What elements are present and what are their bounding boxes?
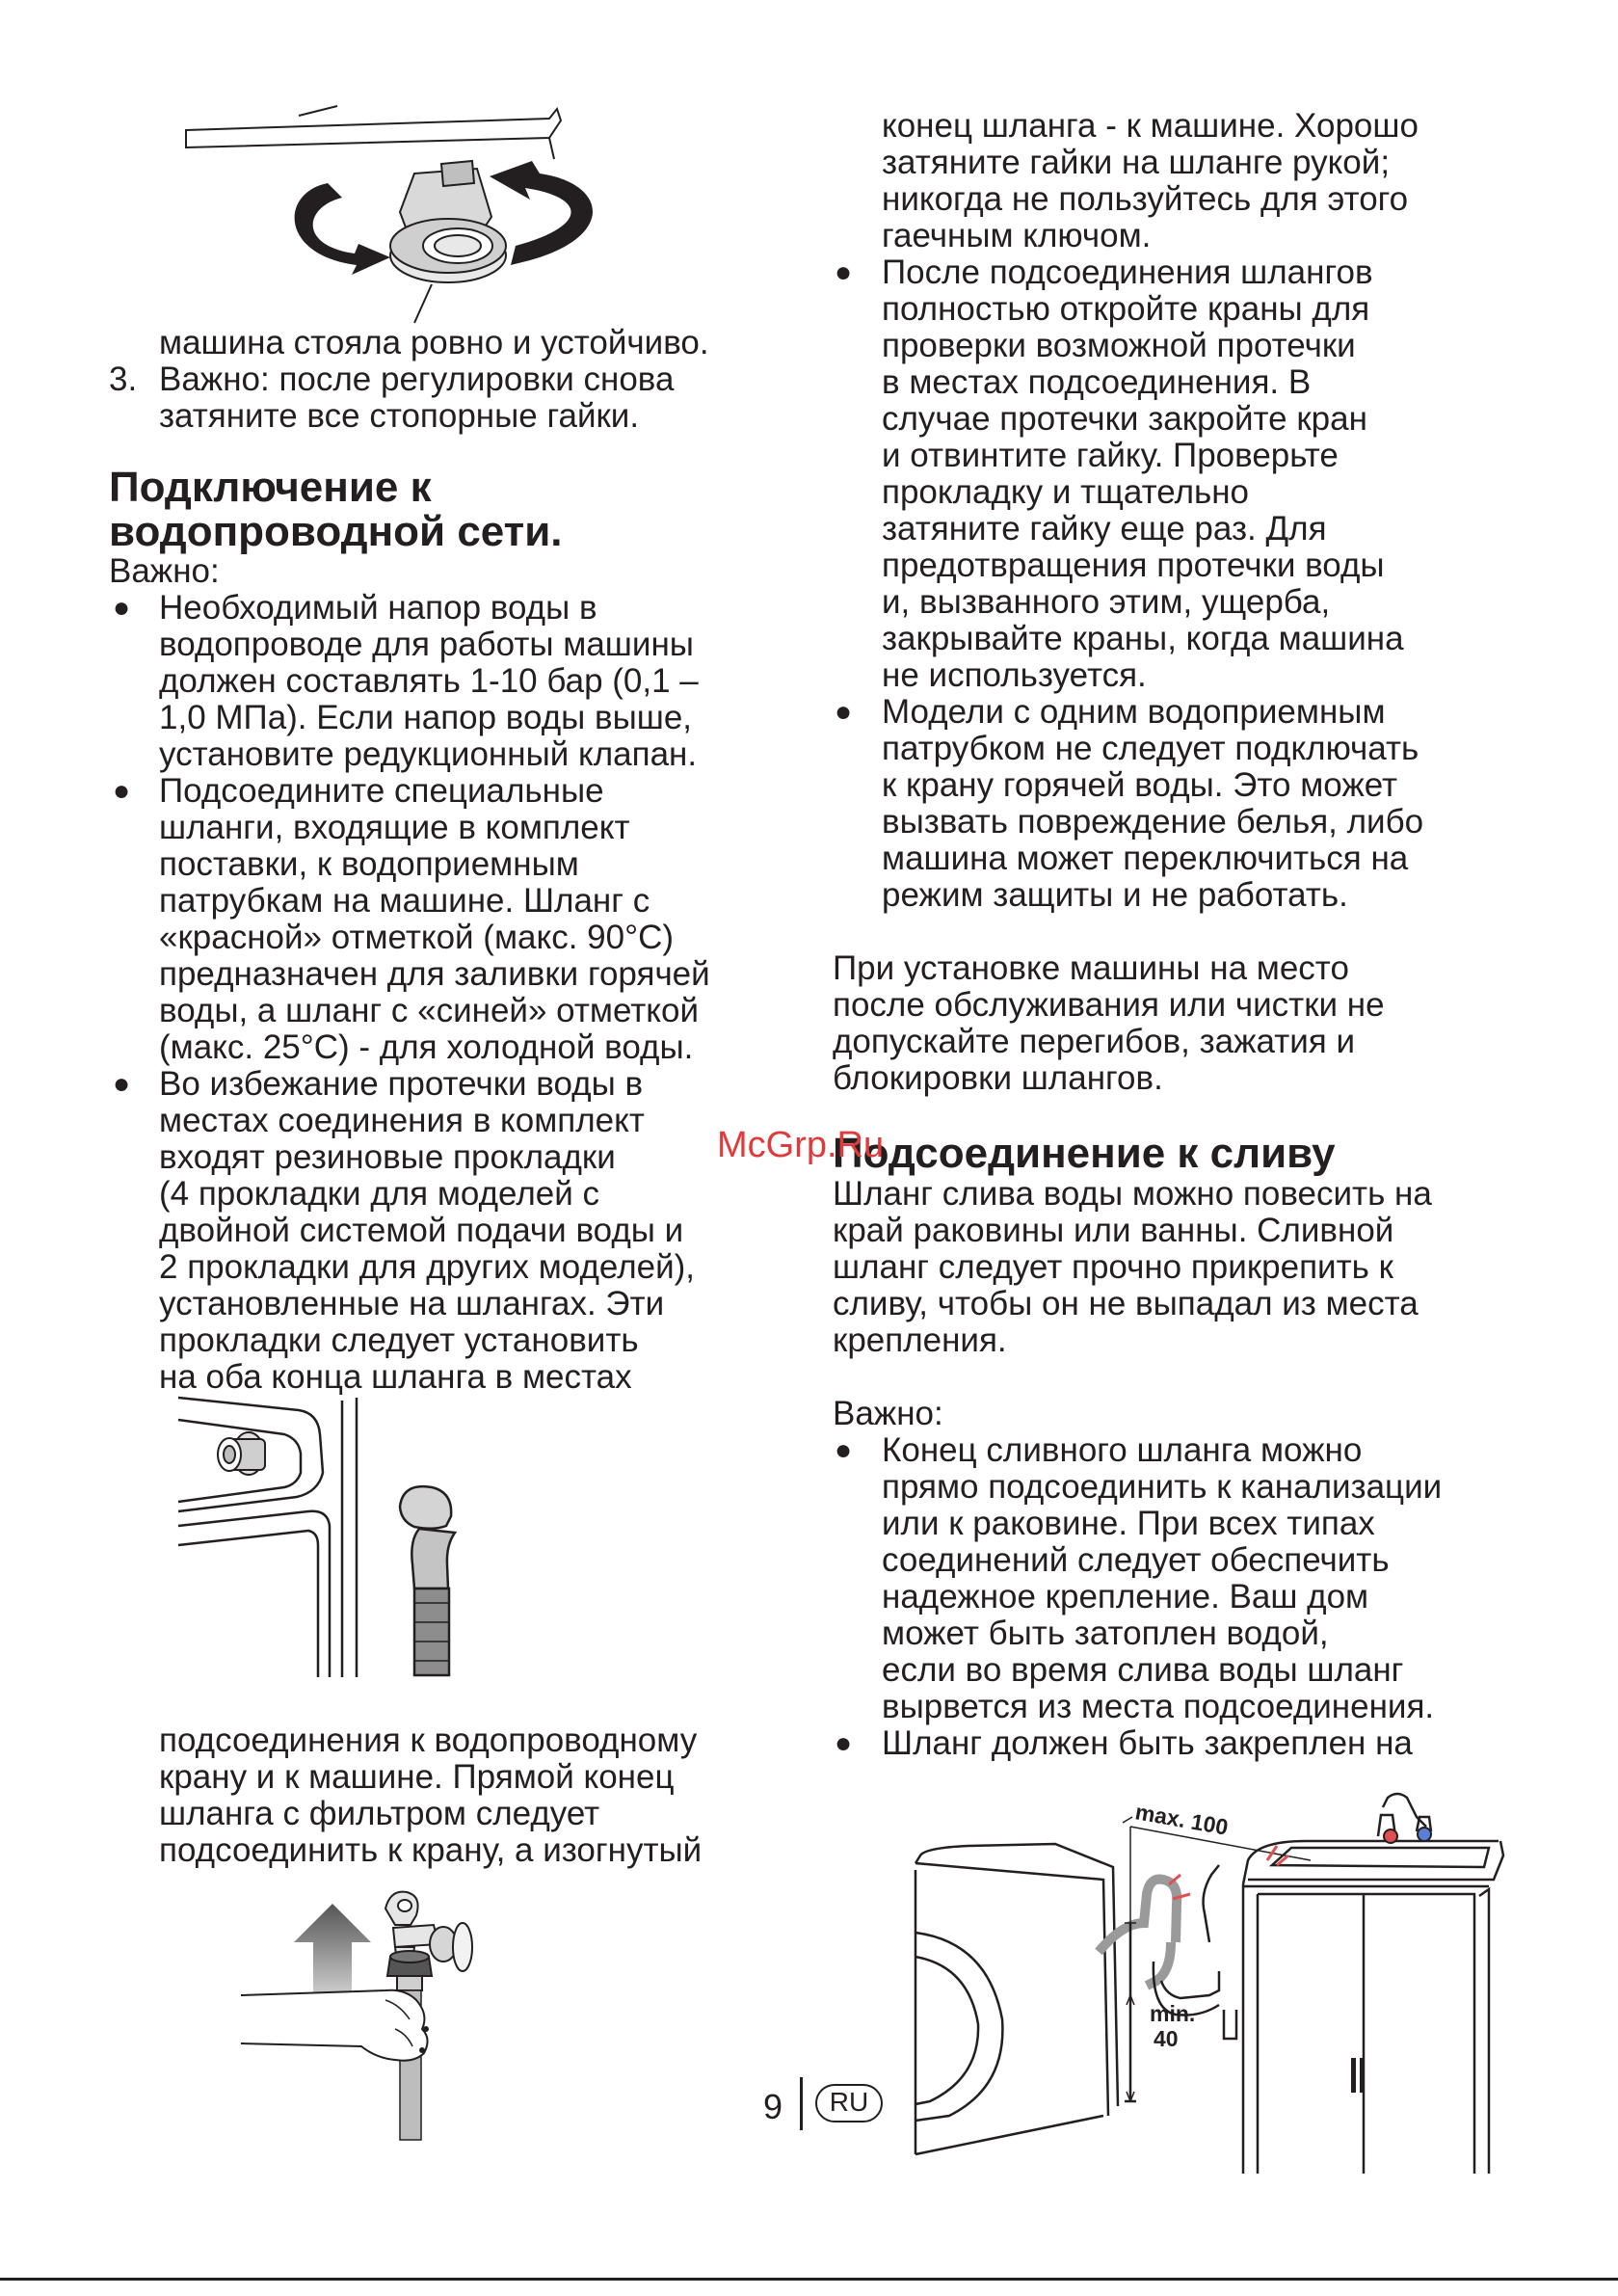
bottom-rule xyxy=(0,2278,1618,2281)
body-line: допускайте перегибов, зажатия и xyxy=(833,1023,1356,1060)
hose-connection-illustration xyxy=(173,1396,578,1685)
body-line: шланги, входящие в комплект xyxy=(159,809,630,846)
body-line: входят резиновые прокладки xyxy=(159,1138,616,1176)
section-heading: водопроводной сети. xyxy=(109,508,563,555)
body-line: прокладки следует установить xyxy=(159,1322,639,1359)
hand-tap-illustration xyxy=(241,1884,501,2145)
body-line: Конец сливного шланга можно xyxy=(882,1431,1363,1469)
body-line: Необходимый напор воды в xyxy=(159,589,597,627)
body-line: вызвать повреждение белья, либо xyxy=(882,803,1424,841)
body-line: Шланг должен быть закреплен на xyxy=(882,1724,1413,1762)
body-line: не используется. xyxy=(882,656,1147,694)
adjustable-foot-illustration xyxy=(183,101,646,333)
body-line: крану и к машине. Прямой конец xyxy=(159,1758,675,1796)
bullet-icon: ● xyxy=(113,592,131,624)
body-line: случае протечки закройте кран xyxy=(882,400,1367,438)
body-line: установите редукционный клапан. xyxy=(159,735,698,773)
body-line: и отвинтите гайку. Проверьте xyxy=(882,437,1339,474)
body-line: может быть затоплен водой, xyxy=(882,1615,1329,1652)
body-line: шланг следует прочно прикрепить к xyxy=(833,1248,1393,1286)
body-line: 1,0 МПа). Если напор воды выше, xyxy=(159,699,693,736)
bullet-icon: ● xyxy=(113,1068,131,1100)
body-line: затяните гайки на шланге рукой; xyxy=(882,144,1391,181)
body-line: никогда не пользуйтесь для этого xyxy=(882,180,1409,218)
body-line: затяните гайку еще раз. Для xyxy=(882,510,1327,547)
bullet-icon: ● xyxy=(835,256,853,288)
body-line: крепления. xyxy=(833,1322,1007,1359)
body-line: подсоединить к крану, а изогнутый xyxy=(159,1831,703,1869)
body-line: При установке машины на место xyxy=(833,949,1349,987)
section-heading: Подключение к xyxy=(109,464,432,511)
body-line: соединений следует обеспечить xyxy=(882,1541,1390,1579)
body-line: 2 прокладки для других моделей), xyxy=(159,1248,696,1286)
body-line: Во избежание протечки воды в xyxy=(159,1065,644,1103)
body-line: Модели с одним водоприемным xyxy=(882,693,1386,731)
watermark: McGrp.Ru xyxy=(717,1125,885,1165)
item-number: 3. xyxy=(109,360,138,398)
diagram-max-label: max. 100 xyxy=(1133,1799,1231,1840)
body-line: прокладку и тщательно xyxy=(882,473,1250,511)
drain-hose-diagram xyxy=(911,1788,1508,2174)
body-line: конец шланга - к машине. Хорошо xyxy=(882,107,1419,145)
body-line: поставки, к водоприемным xyxy=(159,845,579,883)
body-line: Шланг слива воды можно повесить на xyxy=(833,1175,1432,1213)
body-line: водопроводе для работы машины xyxy=(159,626,694,663)
body-line: патрубкам на машине. Шланг с xyxy=(159,882,650,920)
diagram-min-label: min. xyxy=(1150,2001,1196,2026)
body-line: после обслуживания или чистки не xyxy=(833,986,1385,1024)
bullet-icon: ● xyxy=(835,696,853,728)
body-line: край раковины или ванны. Сливной xyxy=(833,1212,1394,1249)
body-line: на оба конца шланга в местах xyxy=(159,1358,632,1396)
body-line: затяните все стопорные гайки. xyxy=(159,397,640,435)
body-line: режим защиты и не работать. xyxy=(882,876,1348,914)
body-line: прямо подсоединить к канализации xyxy=(882,1468,1443,1506)
body-line: воды, а шланг с «синей» отметкой xyxy=(159,992,700,1029)
body-line: подсоединения к водопроводному xyxy=(159,1722,698,1759)
body-line: Важно: после регулировки снова xyxy=(159,360,675,398)
body-line: «красной» отметкой (макс. 90°С) xyxy=(159,919,675,956)
body-line: к крану горячей воды. Это может xyxy=(882,766,1398,804)
page-number: 9 xyxy=(763,2087,783,2126)
body-line: в местах подсоединения. В xyxy=(882,363,1312,401)
body-line: и, вызванного этим, ущерба, xyxy=(882,583,1331,621)
body-line: или к раковине. При всех типах xyxy=(882,1505,1375,1542)
body-line: машина может переключиться на xyxy=(882,840,1409,877)
body-line: сливу, чтобы он не выпадал из места xyxy=(833,1285,1419,1322)
body-line: предотвращения протечки воды xyxy=(882,547,1385,584)
body-line: проверки возможной протечки xyxy=(882,327,1356,364)
body-line: (4 прокладки для моделей с xyxy=(159,1175,599,1213)
bullet-icon: ● xyxy=(835,1727,853,1759)
body-line: гаечным ключом. xyxy=(882,217,1152,254)
body-line: надежное крепление. Ваш дом xyxy=(882,1578,1369,1615)
bullet-icon: ● xyxy=(835,1434,853,1466)
language-badge: RU xyxy=(815,2084,883,2122)
body-line: полностью откройте краны для xyxy=(882,290,1370,328)
body-line: блокировки шлангов. xyxy=(833,1059,1163,1097)
bullet-icon: ● xyxy=(113,775,131,807)
body-line: предназначен для заливки горячей xyxy=(159,955,710,993)
body-line: местах соединения в комплект xyxy=(159,1102,645,1139)
body-line: должен составлять 1-10 бар (0,1 – xyxy=(159,662,699,700)
body-line: двойной системой подачи воды и xyxy=(159,1212,684,1249)
body-line: установленные на шлангах. Эти xyxy=(159,1285,665,1322)
body-line: если во время слива воды шланг xyxy=(882,1651,1404,1689)
important-label: Важно: xyxy=(833,1395,943,1432)
body-line: машина стояла ровно и устойчиво. xyxy=(159,324,709,361)
body-line: вырвется из места подсоединения. xyxy=(882,1688,1435,1725)
page-divider xyxy=(800,2077,803,2130)
section-heading: Подсоединение к сливу xyxy=(833,1130,1336,1177)
body-line: После подсоединения шлангов xyxy=(882,254,1373,291)
body-line: шланга с фильтром следует xyxy=(159,1795,600,1832)
body-line: закрывайте краны, когда машина xyxy=(882,620,1404,657)
body-line: патрубком не следует подключать xyxy=(882,730,1419,767)
diagram-min-value: 40 xyxy=(1154,2026,1179,2051)
body-line: Подсоедините специальные xyxy=(159,772,604,810)
body-line: (макс. 25°С) - для холодной воды. xyxy=(159,1028,694,1066)
important-label: Важно: xyxy=(109,552,220,590)
